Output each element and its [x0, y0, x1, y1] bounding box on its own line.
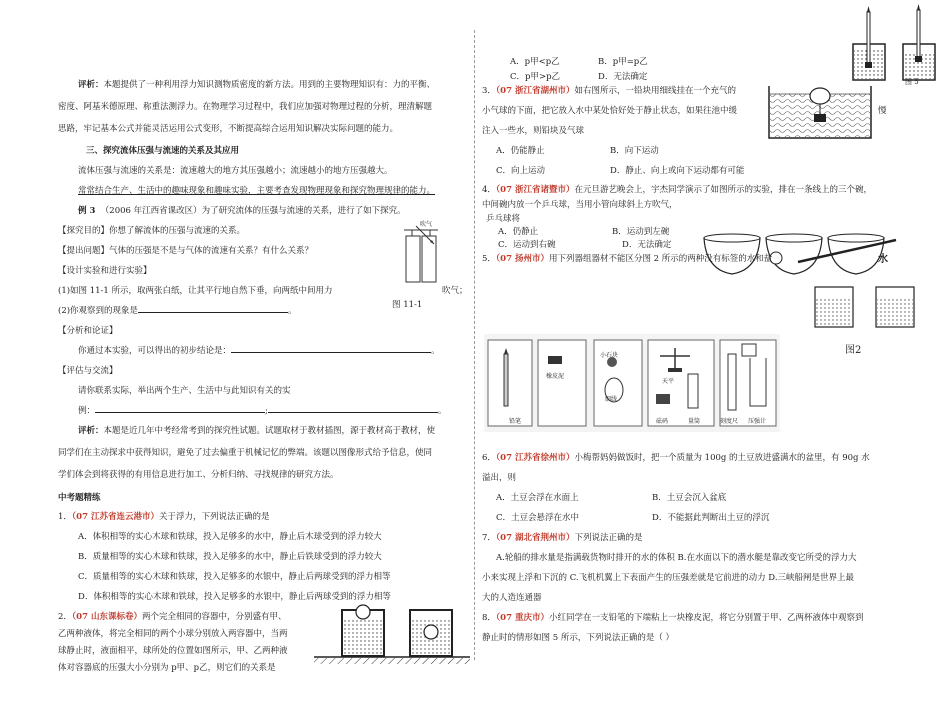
- q2-option-d: D．无法确定: [598, 72, 648, 82]
- q6-line1: 6．（07 江苏省徐州市）小梅帮妈妈做饭时，把一个质量为 100g 的土豆放进盛满水的盆里，有 90g 水: [482, 453, 870, 463]
- figure-blow-label: 吹气: [420, 221, 433, 228]
- q8-line1: 8．（07 重庆市）小红同学在一支铅笔的下端粘上一块橡皮泥，将它分别置于甲、乙两杯液体中观察到: [482, 613, 864, 623]
- section3-title: 三、探究流体压强与流速的关系及其应用: [86, 146, 240, 156]
- figure-11-1-caption: 图 11-1: [392, 300, 423, 310]
- example3-eval-heading: 【评估与交流】: [58, 366, 118, 376]
- q3-option-b: B．向下运动: [610, 146, 659, 156]
- analysis1-line2: 密度、阿基米德原理、称重法测浮力。在物理学习过程中，我们应加强对物理过程的分析，理清解题: [58, 102, 433, 112]
- q7-stem: 7．（07 湖北省荆州市）下列说法正确的是: [482, 533, 643, 543]
- q8-line2: 静止时的情形如图 5 所示，下列说法正确的是（ ）: [482, 633, 675, 643]
- q3-line2-end: 慢: [878, 106, 887, 116]
- figure-5-caption: 图 5: [905, 78, 919, 86]
- analysis2-line3: 学们体会到将获得的有用信息进行加工、分析归纳、寻找规律的研究方法。: [58, 470, 339, 480]
- q4-option-c: C．运动到右碗: [498, 240, 556, 250]
- label-measuring-cylinder: 量筒: [688, 418, 701, 425]
- q4-option-d: D．无法确定: [622, 240, 672, 250]
- column-divider: [474, 30, 475, 660]
- q7-line3: 大的人造连通器: [482, 593, 542, 603]
- q2-line2: 乙两种液体，将完全相同的两个小球分别放入两容器中，当两: [58, 629, 288, 639]
- example3-title: 例 3 （2006 年江西省课改区）为了研究流体的压强与流速的关系，进行了如下探究。: [78, 206, 406, 216]
- label-ruler: 刻度尺: [720, 418, 739, 425]
- q2-option-a: A．p甲<p乙: [510, 57, 560, 67]
- q4-line1: 4．（07 浙江省诸暨市）在元旦游艺晚会上，宇杰同学演示了如图所示的实验，排在一条线上的三个碗，: [482, 185, 872, 195]
- label-small-stone: 小石块: [600, 352, 619, 359]
- q4-option-b: B．运动到左碗: [612, 227, 670, 237]
- example3-eval-prompt: 请你联系实际，举出两个生产、生活中与此知识有关的实: [78, 386, 291, 396]
- label-weights: 砝码: [656, 418, 669, 425]
- q7-line2: 小来实现上浮和下沉的 C.飞机机翼上下表面产生的压强差就是它前进的动力 D.三峡船闸是世界上最: [482, 573, 855, 583]
- example3-conclusion: 你通过本实验，可以得出的初步结论是： 。: [78, 346, 440, 356]
- label-thread: 细线: [605, 396, 618, 403]
- q3-option-d: D．静止、向上或向下运动都有可能: [610, 166, 745, 176]
- q2-line3: 球静止时，液面相平，球所处的位置如图所示，甲、乙两种液: [58, 646, 288, 656]
- q3-balloon-figure: [765, 80, 875, 142]
- para-fluid-application: 常常结合生产、生活中的趣味现象和趣味实验，主要考查发现物理现象和探究物理规律的能力。: [78, 186, 436, 196]
- q3-option-a: A．仍能静止: [496, 146, 545, 156]
- analysis2-line1: 评析：本题是近几年中考经常考到的探究性试题。试题取材于教材插图，源于教材高于教材，使: [78, 426, 436, 436]
- q4-option-a: A．仍静止: [498, 227, 539, 237]
- label-plasticine: 橡皮泥: [546, 373, 565, 380]
- q5-figure-2-beakers: [812, 283, 922, 329]
- q6-option-d: D．不能据此判断出土豆的浮沉: [652, 513, 770, 523]
- example3-purpose: 【探究目的】你想了解流体的压强与流速的关系。: [58, 226, 246, 236]
- label-pencil: 铅笔: [509, 418, 522, 425]
- label-balance: 天平: [662, 378, 675, 385]
- analysis2-line2: 同学们在主动探求中获得知识，避免了过去偏重于机械记忆的弊端。该题以图像形式给予信息，使同: [58, 448, 433, 458]
- q6-option-c: C．土豆会悬浮在水中: [496, 513, 580, 523]
- exam-section-title: 中考题精练: [58, 493, 101, 503]
- q1-option-d: D．体积相等的实心木球和铁球，投入足够多的水银中，静止后两球受到的浮力相等: [78, 592, 391, 602]
- example3-step1-end: 吹气；: [442, 286, 468, 296]
- q3-line3: 注入一些水，则铅块及气球: [482, 126, 585, 136]
- example3-step2: (2)你观察到的现象是 。: [58, 306, 297, 316]
- q2-line4: 体对容器底的压强大小分别为 p甲、p乙，则它们的关系是: [58, 663, 276, 673]
- example3-examples: 例： ; 。: [78, 406, 447, 416]
- q2-line1: 2．（07 山东课标卷）两个完全相同的容器中，分别盛有甲、: [58, 612, 287, 622]
- q2-containers-figure: [312, 596, 472, 668]
- figure-5-beakers: [845, 2, 945, 82]
- example3-step1: (1)如图 11-1 所示，取两张白纸，让其平行地自然下垂，向两纸中间用力: [58, 286, 333, 296]
- q3-line1: 3．（07 浙江省湖州市）如右图所示，一铅块用细线挂在一个充气的: [482, 86, 736, 96]
- q5-line1-end: 水: [878, 254, 888, 265]
- q4-line2: 中间碗内放一个乒乓球，当用小管向球斜上方吹气，: [482, 200, 678, 210]
- q3-option-c: C．向上运动: [496, 166, 546, 176]
- q1-option-c: C．质量相等的实心木球和铁球，投入足够多的水银中，静止后两球受到的浮力相等: [78, 572, 391, 582]
- q6-option-a: A．土豆会浮在水面上: [496, 493, 579, 503]
- example3-design: 【设计实验和进行实验】: [58, 266, 152, 276]
- figure-11-1: [388, 222, 458, 286]
- q2-option-b: B．p甲=p乙: [598, 57, 648, 67]
- q6-line2: 溢出，则: [482, 473, 517, 483]
- q5-figure-2-caption: 图2: [845, 345, 862, 356]
- q7-line1: A.轮船的排水量是指满载货物时排开的水的体积 B.在水面以下的潜水艇是靠改变它所受的浮力大: [496, 553, 857, 563]
- example3-question: 【提出问题】气体的压强是不是与气体的流速有关系？有什么关系？: [58, 246, 314, 256]
- q1-option-b: B．质量相等的实心木球和铁球，投入足够多的水中，静止后铁球受到的浮力较大: [78, 552, 382, 562]
- q1-stem: 1．（07 江苏省连云港市）关于浮力，下列说法正确的是: [58, 512, 270, 522]
- q4-line3: 乒乓球将: [486, 214, 521, 224]
- q5-line1: 5．（07 扬州市）用下列器组器材不能区分图 2 所示的两种没有标签的水和盐: [482, 254, 773, 264]
- label-pressure-gauge: 压强计: [748, 418, 767, 425]
- q1-option-a: A．体积相等的实心木球和铁球，投入足够多的水中，静止后木球受到的浮力较大: [78, 532, 382, 542]
- para-fluid-relation: 流体压强与流速的关系是：流速越大的地方其压强越小；流速越小的地方压强越大。: [78, 166, 393, 176]
- q3-line2: 小气球的下面，把它放入水中某处恰好处于静止状态，如果往池中缓: [482, 106, 738, 116]
- example3-analysis-heading: 【分析和论证】: [58, 326, 118, 336]
- analysis1-line3: 思路，牢记基本公式并能灵活运用公式变形，不断提高综合运用知识解决实际问题的能力。: [58, 124, 399, 134]
- q2-option-c: C．p甲>p乙: [510, 72, 561, 82]
- q6-option-b: B．土豆会沉入盆底: [652, 493, 727, 503]
- analysis1-line1: 评析：本题提供了一种利用浮力知识测物质密度的新方法。用到的主要物理知识有：力的平衡、: [78, 80, 436, 90]
